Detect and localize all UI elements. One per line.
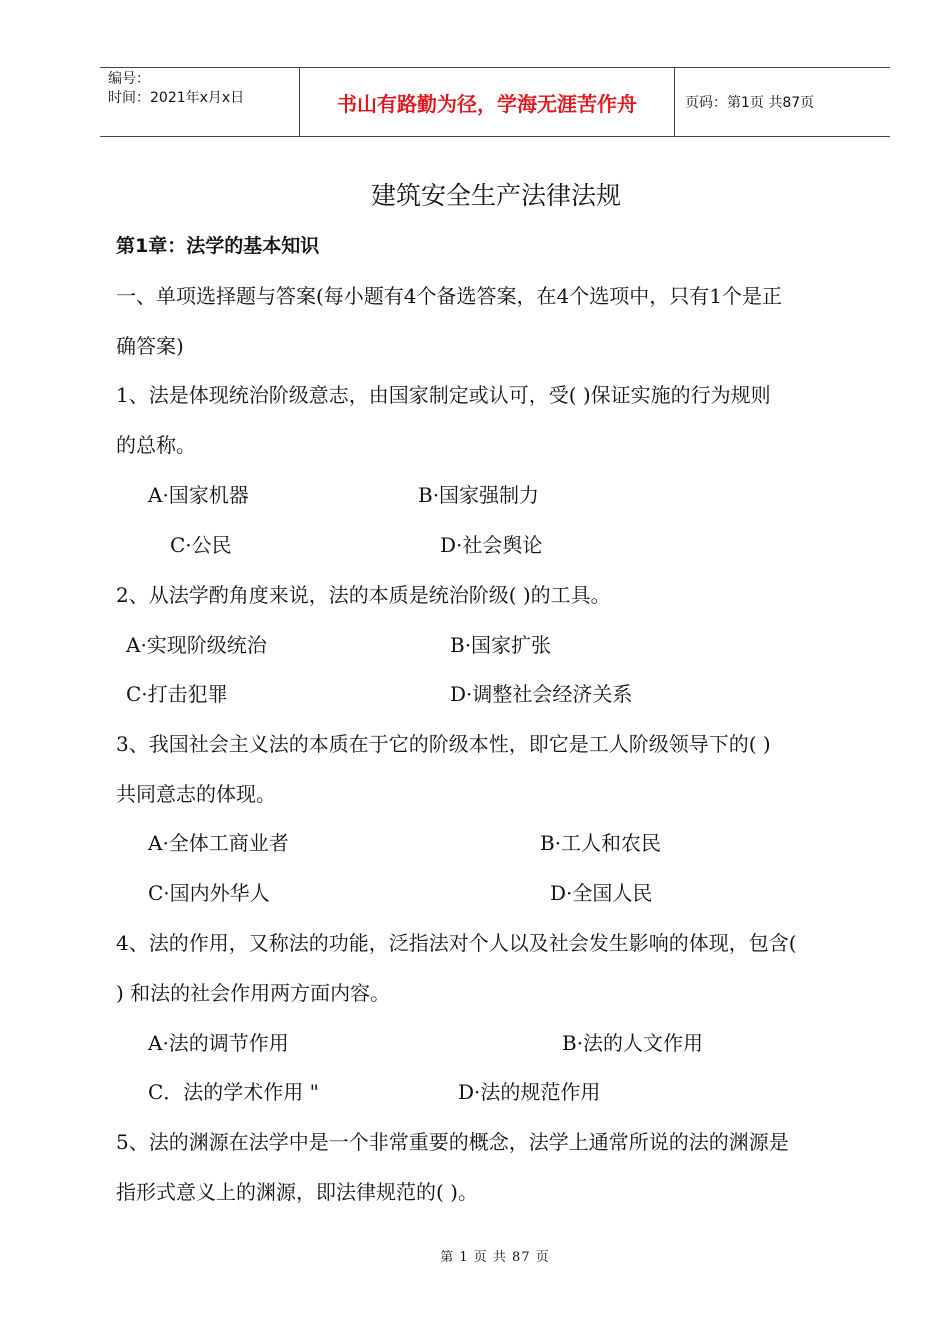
question-3-line-1: 3、我国社会主义法的本质在于它的阶级本性，即它是工人阶级领导下的( ) [116, 732, 771, 756]
question-1-option-b: B·国家强制力 [418, 483, 540, 507]
question-4-line-2: ) 和法的社会作用两方面内容。 [116, 981, 391, 1005]
question-1-option-c: C·公民 [170, 533, 232, 557]
question-2-option-d: D·调整社会经济关系 [450, 682, 633, 706]
number-label: 编号： [108, 71, 150, 87]
time-label: 时间：2021年x月x日 [108, 90, 245, 106]
question-4-option-b: B·法的人文作用 [562, 1031, 704, 1055]
page-header [100, 67, 890, 137]
question-4-option-a: A·法的调节作用 [148, 1031, 289, 1055]
question-1-option-d: D·社会舆论 [440, 533, 543, 557]
page-footer: 第 1 页 共 87 页 [440, 1250, 550, 1265]
question-4-option-d: D·法的规范作用 [458, 1080, 601, 1104]
question-4-line-1: 4、法的作用，又称法的功能，泛指法对个人以及社会发生影响的体现，包含( [116, 931, 797, 955]
question-2-option-b: B·国家扩张 [450, 633, 552, 657]
question-4-option-c: C．法的学术作用 " [148, 1080, 319, 1104]
question-2-option-c: C·打击犯罪 [126, 682, 228, 706]
question-5-line-2: 指形式意义上的渊源，即法律规范的( )。 [116, 1180, 478, 1204]
question-2-option-a: A·实现阶级统治 [126, 633, 267, 657]
chapter-title: 第1章：法学的基本知识 [116, 235, 320, 257]
question-1-line-2: 的总称。 [116, 433, 196, 457]
section-intro-line-1: 一、单项选择题与答案(每小题有4个备选答案，在4个选项中，只有1个是正 [116, 284, 782, 308]
header-meta-cell [100, 68, 300, 136]
question-3-option-a: A·全体工商业者 [148, 831, 289, 855]
question-3-line-2: 共同意志的体现。 [116, 782, 276, 806]
question-1-option-a: A·国家机器 [148, 483, 249, 507]
question-5-line-1: 5、法的渊源在法学中是一个非常重要的概念，法学上通常所说的法的渊源是 [116, 1130, 789, 1154]
question-2-line-1: 2、从法学酌角度来说，法的本质是统治阶级( )的工具。 [116, 583, 611, 607]
header-page-info: 页码：第1页 共87页 [685, 95, 815, 111]
question-3-option-c: C·国内外华人 [148, 881, 270, 905]
question-1-line-1: 1、法是体现统治阶级意志，由国家制定或认可，受( )保证实施的行为规则 [116, 383, 771, 407]
document-title: 建筑安全生产法律法规 [370, 181, 621, 210]
header-motto: 书山有路勤为径，学海无涯苦作舟 [300, 68, 675, 136]
question-3-option-b: B·工人和农民 [540, 831, 662, 855]
question-3-option-d: D·全国人民 [550, 881, 653, 905]
section-intro-line-2: 确答案) [116, 334, 184, 358]
